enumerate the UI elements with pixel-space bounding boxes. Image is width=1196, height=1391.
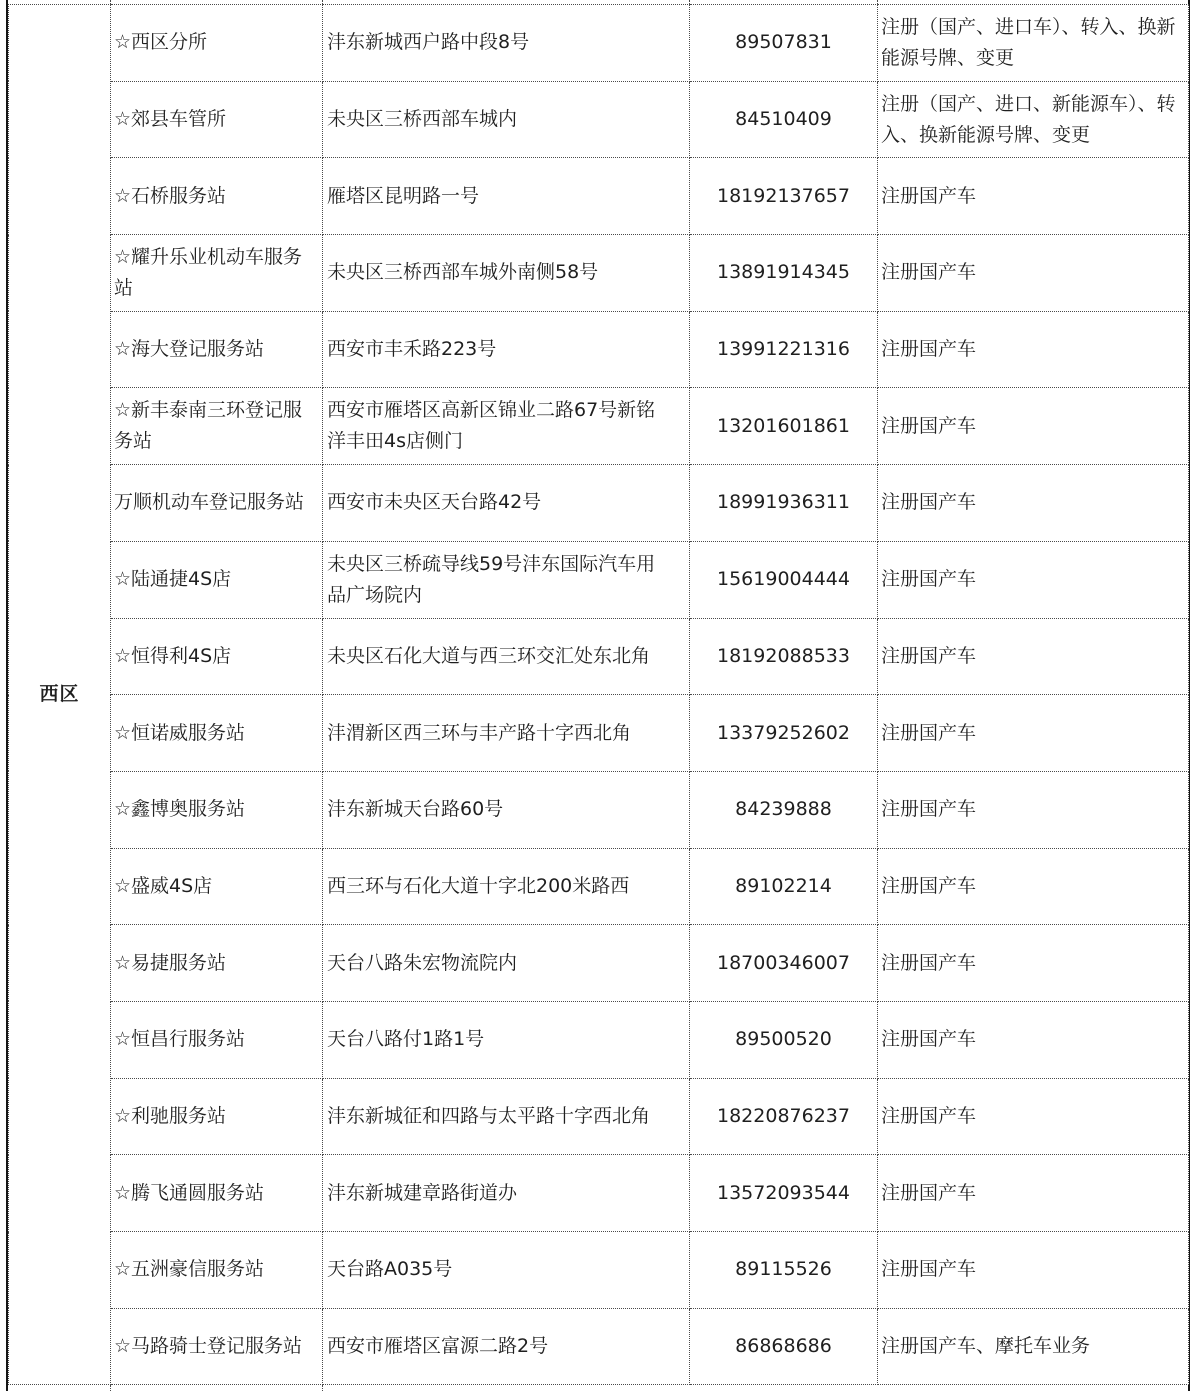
- station-services-cell: 注册国产车: [878, 848, 1189, 925]
- station-name-cell: ☆腾飞通圆服务站: [111, 1155, 323, 1232]
- station-name-cell: ☆西区分所: [111, 5, 323, 82]
- station-phone-cell: 13991221316: [690, 311, 878, 388]
- table-row: [9, 1232, 1189, 1309]
- service-station-table: [8, 4, 1189, 1385]
- table-gridline-stub: [110, 1385, 111, 1391]
- station-address-cell: 雁塔区昆明路一号: [323, 158, 690, 235]
- table-row: [9, 1078, 1189, 1155]
- station-name-cell: ☆利驰服务站: [111, 1078, 323, 1155]
- station-services-cell: 注册国产车: [878, 1001, 1189, 1078]
- table-row: [9, 5, 1189, 82]
- table-row: [9, 695, 1189, 772]
- table-row: [9, 771, 1189, 848]
- station-address-cell: 西三环与石化大道十字北200米路西: [323, 848, 690, 925]
- table-row: [9, 81, 1189, 158]
- station-services-cell: 注册国产车: [878, 1232, 1189, 1309]
- table-row: [9, 1001, 1189, 1078]
- station-services-cell: 注册国产车: [878, 465, 1189, 542]
- station-services-cell: 注册国产车: [878, 235, 1189, 312]
- station-phone-cell: 84239888: [690, 771, 878, 848]
- station-address-cell: 沣东新城天台路60号: [323, 771, 690, 848]
- station-name-cell: ☆五洲豪信服务站: [111, 1232, 323, 1309]
- station-name-cell: ☆恒昌行服务站: [111, 1001, 323, 1078]
- table-row: [9, 618, 1189, 695]
- station-phone-cell: 18192137657: [690, 158, 878, 235]
- station-phone-cell: 13201601861: [690, 388, 878, 465]
- station-address-cell: 未央区三桥西部车城内: [323, 81, 690, 158]
- station-address-cell: 西安市丰禾路223号: [323, 311, 690, 388]
- station-name-cell: ☆恒得利4S店: [111, 618, 323, 695]
- station-services-cell: 注册国产车: [878, 695, 1189, 772]
- table-row: [9, 1308, 1189, 1385]
- station-services-cell: 注册国产车: [878, 1155, 1189, 1232]
- station-phone-cell: 18991936311: [690, 465, 878, 542]
- station-services-cell: 注册国产车: [878, 618, 1189, 695]
- station-phone-cell: 13379252602: [690, 695, 878, 772]
- station-address-cell: 天台八路付1路1号: [323, 1001, 690, 1078]
- station-phone-cell: 18192088533: [690, 618, 878, 695]
- station-services-cell: 注册国产车: [878, 158, 1189, 235]
- station-address-cell: 未央区三桥西部车城外南侧58号: [323, 235, 690, 312]
- station-name-cell: ☆石桥服务站: [111, 158, 323, 235]
- station-services-cell: 注册国产车: [878, 311, 1189, 388]
- station-name-cell: ☆恒诺威服务站: [111, 695, 323, 772]
- table-gridline-stub: [322, 1385, 323, 1391]
- station-services-cell: 注册国产车: [878, 771, 1189, 848]
- station-address-cell: 西安市雁塔区高新区锦业二路67号新铭洋丰田4s店侧门: [323, 388, 690, 465]
- station-address-cell: 沣东新城西户路中段8号: [323, 5, 690, 82]
- station-address-cell: 天台路A035号: [323, 1232, 690, 1309]
- station-address-cell: 未央区石化大道与西三环交汇处东北角: [323, 618, 690, 695]
- table-row: [9, 388, 1189, 465]
- station-services-cell: 注册（国产、进口车）、转入、换新能源号牌、变更: [878, 5, 1189, 82]
- table-row: [9, 925, 1189, 1002]
- station-name-cell: ☆海大登记服务站: [111, 311, 323, 388]
- table-row: [9, 311, 1189, 388]
- station-name-cell: ☆马路骑士登记服务站: [111, 1308, 323, 1385]
- station-address-cell: 西安市未央区天台路42号: [323, 465, 690, 542]
- station-address-cell: 西安市雁塔区富源二路2号: [323, 1308, 690, 1385]
- station-phone-cell: 89102214: [690, 848, 878, 925]
- station-services-cell: 注册国产车: [878, 541, 1189, 618]
- table-row: [9, 235, 1189, 312]
- station-name-cell: ☆耀升乐业机动车服务站: [111, 235, 323, 312]
- region-label: 西区: [9, 5, 111, 1385]
- station-name-cell: ☆新丰泰南三环登记服务站: [111, 388, 323, 465]
- station-services-cell: 注册国产车: [878, 388, 1189, 465]
- station-address-cell: 沣渭新区西三环与丰产路十字西北角: [323, 695, 690, 772]
- station-address-cell: 天台八路朱宏物流院内: [323, 925, 690, 1002]
- station-phone-cell: 84510409: [690, 81, 878, 158]
- station-address-cell: 沣东新城建章路街道办: [323, 1155, 690, 1232]
- station-phone-cell: 18220876237: [690, 1078, 878, 1155]
- station-phone-cell: 89507831: [690, 5, 878, 82]
- station-phone-cell: 13572093544: [690, 1155, 878, 1232]
- station-name-cell: ☆鑫博奥服务站: [111, 771, 323, 848]
- table-row: [9, 158, 1189, 235]
- station-phone-cell: 13891914345: [690, 235, 878, 312]
- table-row: [9, 465, 1189, 542]
- station-address-cell: 沣东新城征和四路与太平路十字西北角: [323, 1078, 690, 1155]
- station-services-cell: 注册国产车: [878, 1078, 1189, 1155]
- station-address-cell: 未央区三桥疏导线59号沣东国际汽车用品广场院内: [323, 541, 690, 618]
- station-name-cell: ☆陆通捷4S店: [111, 541, 323, 618]
- service-station-table-body: [9, 5, 1189, 1385]
- station-services-cell: 注册国产车、摩托车业务: [878, 1308, 1189, 1385]
- station-phone-cell: 86868686: [690, 1308, 878, 1385]
- table-row: [9, 1155, 1189, 1232]
- station-name-cell: ☆盛威4S店: [111, 848, 323, 925]
- station-name-cell: 万顺机动车登记服务站: [111, 465, 323, 542]
- station-phone-cell: 18700346007: [690, 925, 878, 1002]
- station-phone-cell: 89115526: [690, 1232, 878, 1309]
- station-name-cell: ☆易捷服务站: [111, 925, 323, 1002]
- station-phone-cell: 15619004444: [690, 541, 878, 618]
- station-name-cell: ☆郊县车管所: [111, 81, 323, 158]
- station-phone-cell: 89500520: [690, 1001, 878, 1078]
- table-row: [9, 848, 1189, 925]
- table-row: [9, 541, 1189, 618]
- station-services-cell: 注册国产车: [878, 925, 1189, 1002]
- station-services-cell: 注册（国产、进口、新能源车）、转入、换新能源号牌、变更: [878, 81, 1189, 158]
